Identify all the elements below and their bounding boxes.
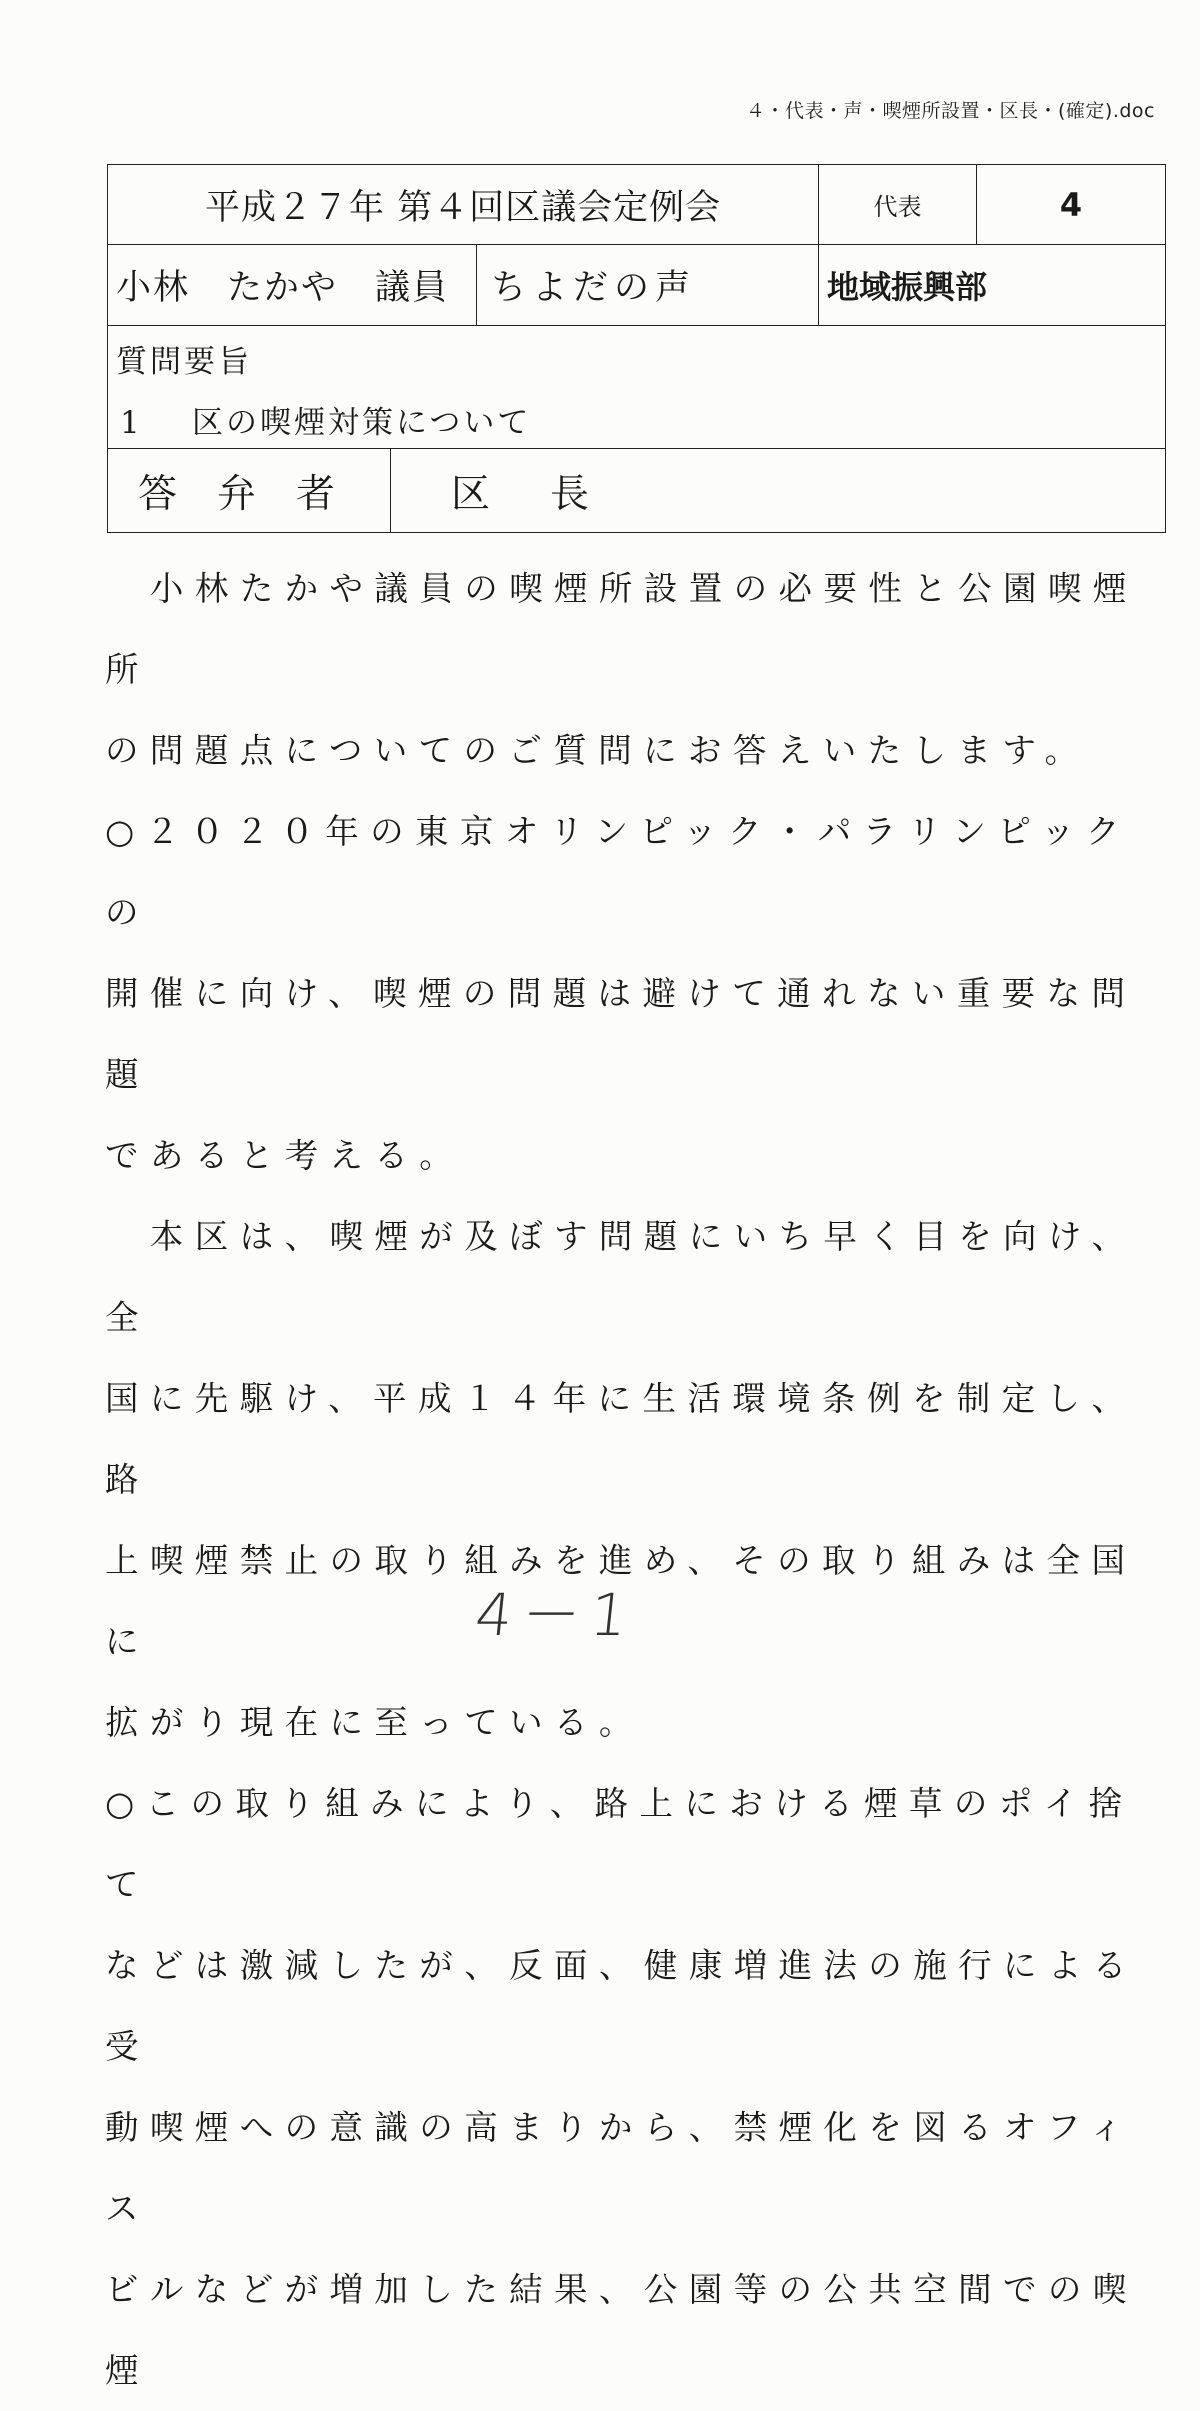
question-row xyxy=(108,326,1166,449)
question-item xyxy=(116,397,1157,442)
representative-number: 4 xyxy=(977,165,1166,245)
document-filename: ４・代表・声・喫煙所設置・区長・(確定).doc xyxy=(746,100,1155,122)
member-row xyxy=(108,245,1166,326)
session-row xyxy=(108,165,1166,245)
party-name: ちよだの声 xyxy=(477,245,819,326)
question-item-text: 区の喫煙対策について xyxy=(192,405,532,441)
question-summary-cell xyxy=(108,326,1166,449)
answer-body-text: 小林たかや議員の喫煙所設置の必要性と公園喫煙所 の問題点についてのご質問にお答えいたします。 ○２０２０年の東京オリンピック・パラリンピックの 開催に向け、喫煙の問題は避けて通れない重要な問題 であると考える。 本区は、喫煙が及ぼす問題にいち早く目を向け、全 国に先駆け、平成１４年に生活環境条例を制定し、路 上喫煙禁止の取り組みを進め、その取り組みは全国に 拡がり現在に至っている。 ○この取り組みにより、路上における煙草のポイ捨て などは激減したが、反面、健康増進法の施行による受 動喫煙への意識の高まりから、禁煙化を図るオフィス ビルなどが増加した結果、公園等の公共空間での喫煙 xyxy=(105,569,1138,2390)
department-name: 地域振興部 xyxy=(819,245,1166,326)
answerer-label: 答弁者 xyxy=(108,449,391,533)
question-summary-title: 質問要旨 xyxy=(116,344,252,380)
member-name: 小林 たかや 議員 xyxy=(108,245,477,326)
answerer-name: 区長 xyxy=(391,449,1166,533)
session-title: 平成２７年 第４回区議会定例会 xyxy=(108,165,819,245)
representative-label: 代表 xyxy=(819,165,977,245)
handwritten-page-number: 4－1 xyxy=(471,1581,641,1649)
question-item-number: 1 xyxy=(120,405,143,441)
answerer-row xyxy=(108,449,1166,533)
question-info-table xyxy=(107,164,1166,533)
